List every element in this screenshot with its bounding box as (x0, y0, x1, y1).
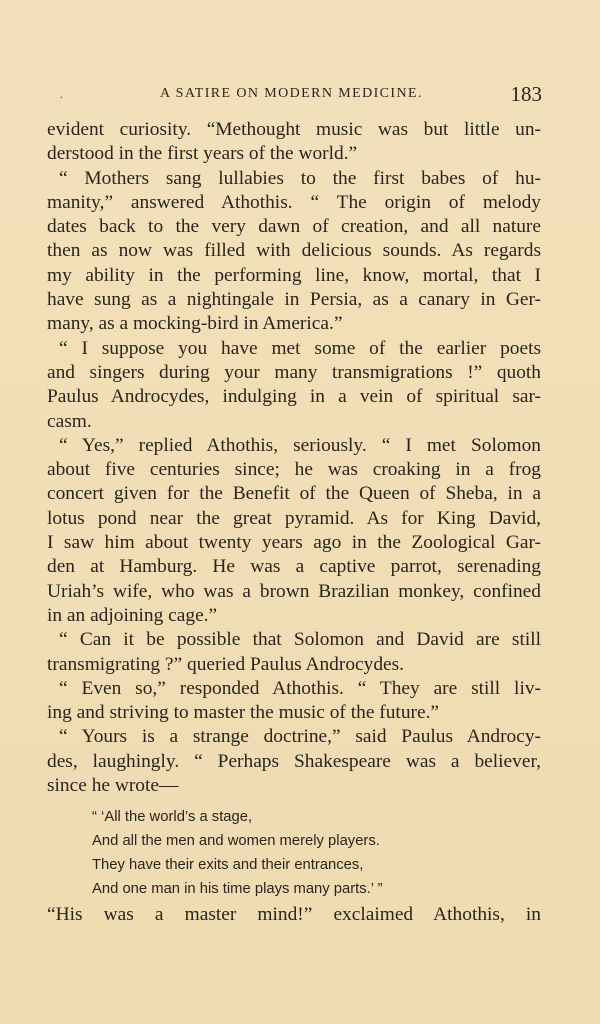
poem-line: “ ‘All the world’s a stage, (92, 809, 253, 825)
text-line: casm. (47, 410, 92, 432)
text-line: ing and striving to master the music of the future.” (47, 702, 440, 724)
text-line: “ Yours is a strange doctrine,” said Paulus Androcy- (59, 726, 541, 748)
text-line: concert given for the Benefit of the Queen of Sheba, in a (47, 483, 541, 505)
text-line: in an adjoining cage.” (47, 604, 218, 626)
running-title: A SATIRE ON MODERN MEDICINE. (160, 86, 423, 101)
text-line: transmigrating ?” queried Paulus Androcydes. (47, 653, 405, 675)
text-line: since he wrote— (47, 775, 179, 797)
text-line: and singers during your many transmigrations !” quoth (47, 361, 541, 383)
text-line: my ability in the performing line, know, mortal, that I (47, 264, 541, 286)
running-head (0, 82, 600, 106)
text-line: “ Yes,” replied Athothis, seriously. “ I met Solomon (59, 434, 541, 456)
text-line: Paulus Androcydes, indulging in a vein of spiritual sar- (47, 386, 541, 408)
header-marker: . (60, 90, 63, 101)
text-line: evident curiosity. “Methought music was but little un- (47, 119, 541, 140)
text-line: many, as a mocking-bird in America.” (47, 313, 343, 335)
text-line: have sung as a nightingale in Persia, as a canary in Ger- (47, 289, 541, 311)
text-line: lotus pond near the great pyramid. As for King David, (47, 507, 541, 529)
text-line: des, laughingly. “ Perhaps Shakespeare was a believer, (47, 750, 541, 772)
poem-line: And all the men and women merely players. (92, 833, 380, 849)
text-line: Uriah’s wife, who was a brown Brazilian monkey, confined (47, 580, 541, 602)
text-line: “ Can it be possible that Solomon and David are still (59, 629, 541, 651)
text-line: derstood in the first years of the world.” (47, 143, 358, 165)
text-line: “ Mothers sang lullabies to the first babes of hu- (59, 167, 541, 189)
poem-quote (92, 805, 383, 901)
body-text (47, 118, 541, 798)
poem-line: They have their exits and their entrances, (92, 857, 364, 873)
text-line: manity,” answered Athothis. “ The origin of melody (47, 191, 541, 213)
text-line: I saw him about twenty years ago in the Zoological Gar- (47, 532, 541, 554)
text-line: “ I suppose you have met some of the earlier poets (59, 337, 541, 359)
page-number: 183 (510, 82, 542, 106)
text-line: about five centuries since; he was croaking in a frog (47, 459, 541, 481)
text-line: then as now was filled with delicious sounds. As regards (47, 240, 541, 262)
text-line: den at Hamburg. He was a captive parrot, serenading (47, 556, 541, 578)
text-line: dates back to the very dawn of creation, and all nature (47, 216, 541, 238)
final-text-line: “His was a master mind!” exclaimed Athothis, in (47, 904, 541, 925)
poem-line: And one man in his time plays many parts.’ ” (92, 881, 383, 897)
text-line: “ Even so,” responded Athothis. “ They are still liv- (59, 677, 541, 699)
